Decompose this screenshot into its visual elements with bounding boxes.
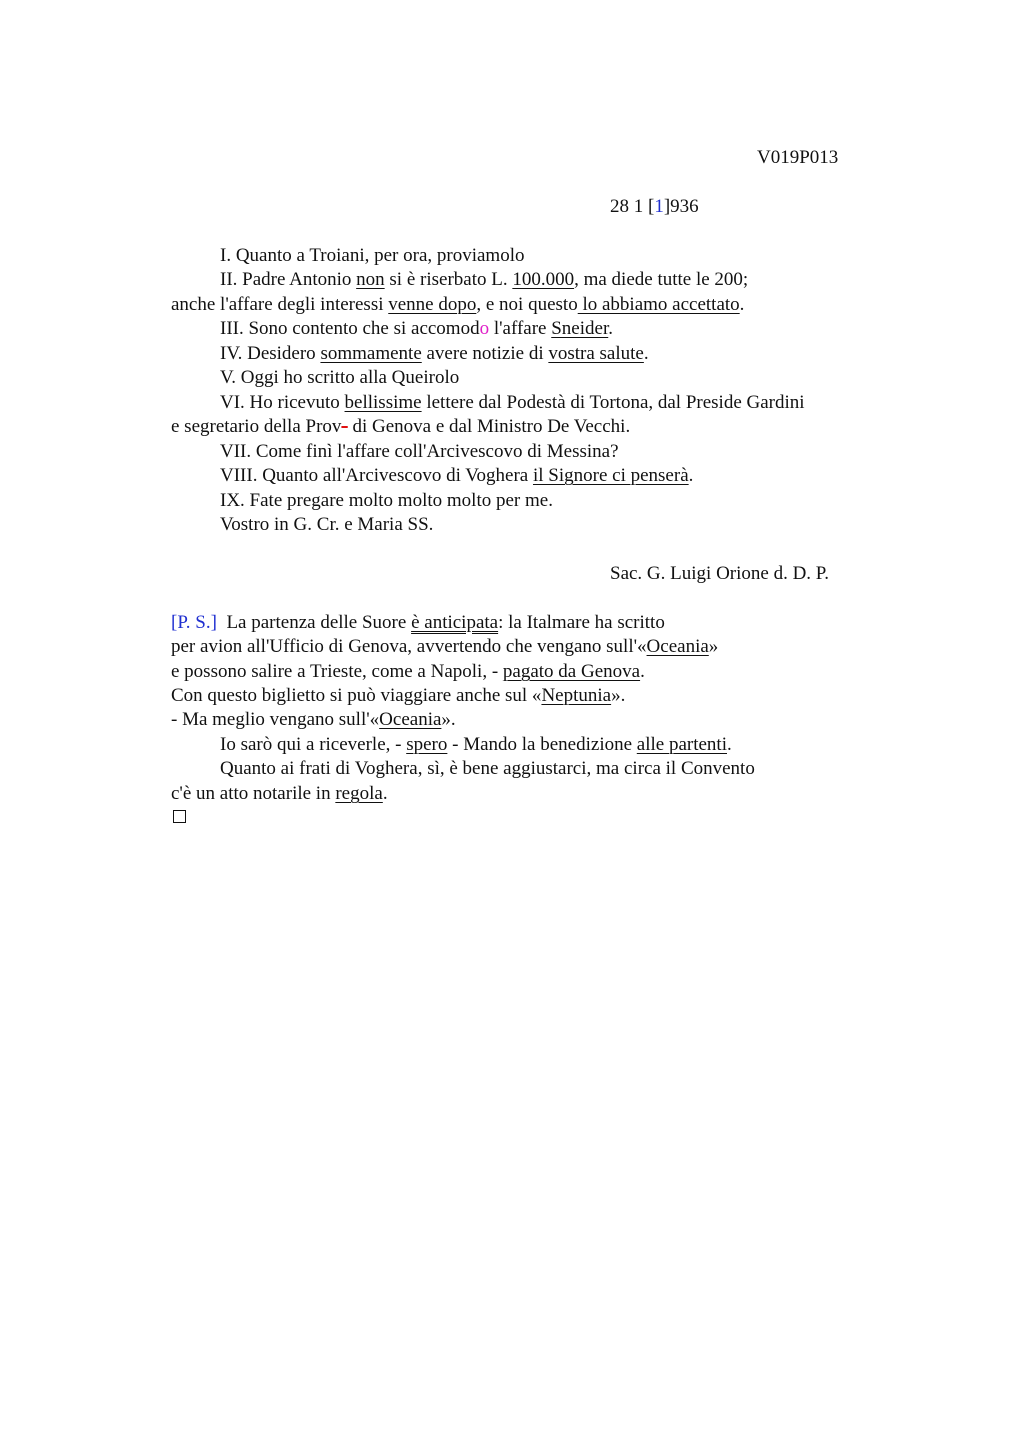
date-editorial-digit: 1	[654, 196, 664, 217]
item-ii	[220, 268, 748, 292]
closing-line: Vostro in G. Cr. e Maria SS.	[220, 514, 434, 535]
text: , e noi questo	[476, 294, 578, 315]
signature: Sac. G. Luigi Orione d. D. P.	[610, 563, 830, 584]
item-ii-continuation	[171, 293, 744, 317]
text: per avion all'Ufficio di Genova, avvertendo che vengano sull'«	[171, 636, 647, 657]
text: di Genova e dal Ministro De Vecchi.	[347, 416, 631, 437]
bracket: ]	[210, 612, 217, 633]
ps-line-1	[171, 611, 665, 635]
text: , ma diede tutte le 200;	[574, 269, 749, 290]
underlined-text: Sneider	[551, 318, 609, 339]
text: .	[608, 318, 613, 339]
item-v: V. Oggi ho scritto alla Queirolo	[220, 367, 460, 388]
text: : la Italmare ha scritto	[498, 612, 665, 633]
item-viii	[220, 464, 693, 488]
item-vi-continuation	[171, 415, 630, 439]
text: c'è un atto notarile in	[171, 783, 336, 804]
text: ».	[611, 685, 626, 706]
letter-date	[610, 195, 699, 219]
underlined-text: Neptunia	[541, 685, 612, 706]
item-i: I. Quanto a Troiani, per ora, proviamolo	[220, 245, 525, 266]
text: VI. Ho ricevuto	[220, 392, 345, 413]
text: »	[708, 636, 719, 657]
text: lettere dal Podestà di Tortona, dal Preside Gardini	[421, 392, 805, 413]
text: anche l'affare degli interessi	[171, 294, 389, 315]
corrected-letter: o	[479, 318, 490, 339]
text: - Mando la benedizione	[447, 734, 637, 755]
text: .	[688, 465, 694, 486]
underlined-text: 100.000	[512, 269, 575, 290]
underlined-text: spero	[406, 734, 448, 755]
item-iii	[220, 317, 613, 341]
underlined-text: bellissime	[344, 392, 422, 413]
text: II. Padre Antonio	[220, 269, 357, 290]
text: Con questo biglietto si può viaggiare anche sul «	[171, 685, 542, 706]
bracket: [	[171, 612, 178, 633]
ps-tag: P. S.	[177, 612, 211, 633]
text: - Ma meglio vengano sull'«	[171, 709, 380, 730]
ps-line-4	[171, 684, 625, 708]
underlined-text: il Signore ci penserà	[532, 465, 689, 486]
underlined-text: pagato da Genova	[502, 661, 641, 682]
underlined-text: Oceania	[379, 709, 442, 730]
text: .	[382, 783, 388, 804]
text: .	[640, 661, 645, 682]
text: si è riserbato L.	[384, 269, 513, 290]
text: .	[739, 294, 745, 315]
underlined-text: non	[356, 269, 385, 290]
text: Io sarò qui a riceverle, -	[220, 734, 407, 755]
text: .	[727, 734, 732, 755]
ps-line-3	[171, 660, 645, 684]
document-id: V019P013	[757, 147, 839, 168]
text: avere notizie di	[421, 343, 549, 364]
text: IV. Desidero	[220, 343, 321, 364]
text: VIII. Quanto all'Arcivescovo di Voghera	[220, 465, 533, 486]
underlined-text: vostra salute	[548, 343, 644, 364]
text: l'affare	[489, 318, 552, 339]
underlined-text: venne dopo	[388, 294, 477, 315]
item-vi	[220, 391, 805, 415]
underlined-text: sommamente	[320, 343, 422, 364]
end-mark-square-icon	[173, 810, 186, 823]
text: La partenza delle Suore	[216, 612, 412, 633]
item-iv	[220, 342, 649, 366]
ps-line-2	[171, 635, 718, 659]
item-ix: IX. Fate pregare molto molto molto per me.	[220, 490, 553, 511]
underlined-text: lo abbiamo accettato	[577, 294, 740, 315]
ps-line-5	[171, 708, 456, 732]
text: e segretario della Prov	[171, 416, 342, 437]
ps-line-8	[171, 782, 388, 806]
text: ».	[441, 709, 456, 730]
double-underlined-text: è anticipata	[411, 612, 499, 633]
item-vii: VII. Come finì l'affare coll'Arcivescovo di Messina?	[220, 441, 619, 462]
underlined-text: alle partenti	[636, 734, 727, 755]
underlined-text: regola	[335, 783, 383, 804]
underlined-text: Oceania	[646, 636, 709, 657]
text: e possono salire a Trieste, come a Napoli, -	[171, 661, 503, 682]
text: III. Sono contento che si accomod	[220, 318, 480, 339]
text: .	[643, 343, 649, 364]
ps-line-7: Quanto ai frati di Voghera, sì, è bene aggiustarci, ma circa il Convento	[220, 758, 755, 779]
ps-line-6	[220, 733, 732, 757]
struck-text: -	[341, 416, 348, 437]
date-part-2: ]936	[663, 196, 699, 217]
date-part-1: 28 1 [	[610, 196, 655, 217]
